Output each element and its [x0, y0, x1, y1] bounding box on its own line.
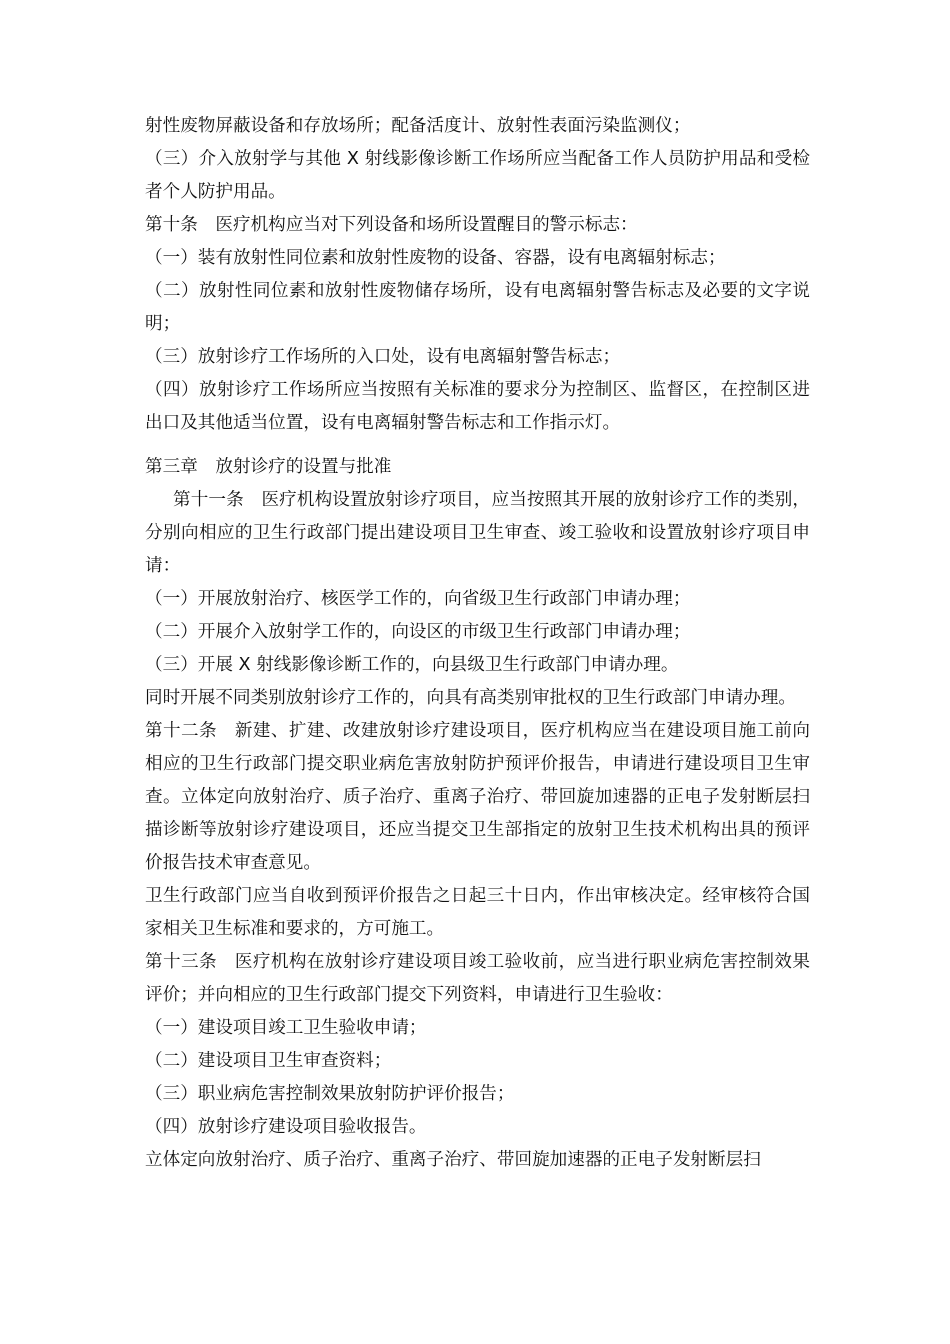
article-12-review: 卫生行政部门应当自收到预评价报告之日起三十日内，作出审核决定。经审核符合国家相关卫生标准和要求的，方可施工。 [145, 886, 810, 939]
section-spacer [145, 440, 810, 451]
article-13-item-3: （三）职业病危害控制效果放射防护评价报告； [145, 1084, 515, 1104]
article-11-body: 第十一条 医疗机构设置放射诊疗项目，应当按照其开展的放射诊疗工作的类别，分别向相应的卫生行政部门提出建设项目卫生审查、竣工验收和设置放射诊疗项目申请： [145, 490, 810, 576]
article-10-item-2: （二）放射性同位素和放射性废物储存场所，设有电离辐射警告标志及必要的文字说明； [145, 281, 810, 334]
document-page [145, 110, 810, 1177]
paragraph-shielding-equipment: 射性废物屏蔽设备和存放场所；配备活度计、放射性表面污染监测仪； [145, 116, 691, 136]
paragraph-continued: 立体定向放射治疗、质子治疗、重离子治疗、带回旋加速器的正电子发射断层扫 [145, 1150, 761, 1170]
article-12-body: 第十二条 新建、扩建、改建放射诊疗建设项目，医疗机构应当在建设项目施工前向相应的卫生行政部门提交职业病危害放射防护预评价报告，申请进行建设项目卫生审查。立体定向放射治疗、质子治疗、重离子治疗、带回旋加速器的正电子发射断层扫描诊断等放射诊疗建设项目，还应当提交卫生部指定的放射卫生技术机构出具的预评价报告技术审查意见。 [145, 721, 810, 873]
article-10-item-1: （一）装有放射性同位素和放射性废物的设备、容器，设有电离辐射标志； [145, 248, 726, 268]
article-13-item-4: （四）放射诊疗建设项目验收报告。 [145, 1117, 427, 1137]
chapter-3-title: 第三章 放射诊疗的设置与批准 [145, 457, 392, 477]
article-10-item-3: （三）放射诊疗工作场所的入口处，设有电离辐射警告标志； [145, 347, 621, 367]
article-11-note: 同时开展不同类别放射诊疗工作的，向具有高类别审批权的卫生行政部门申请办理。 [145, 688, 796, 708]
article-10-item-4: （四）放射诊疗工作场所应当按照有关标准的要求分为控制区、监督区，在控制区进出口及其他适当位置，设有电离辐射警告标志和工作指示灯。 [145, 380, 810, 433]
article-13-item-1: （一）建设项目竣工卫生验收申请； [145, 1018, 427, 1038]
article-13-body: 第十三条 医疗机构在放射诊疗建设项目竣工验收前，应当进行职业病危害控制效果评价；并向相应的卫生行政部门提交下列资料，申请进行卫生验收： [145, 952, 810, 1005]
paragraph-xray-protection: （三）介入放射学与其他 X 射线影像诊断工作场所应当配备工作人员防护用品和受检者个人防护用品。 [145, 149, 810, 202]
article-13-item-2: （二）建设项目卫生审查资料； [145, 1051, 392, 1071]
article-11-item-3: （三）开展 X 射线影像诊断工作的，向县级卫生行政部门申请办理。 [145, 655, 679, 675]
article-11-item-2: （二）开展介入放射学工作的，向设区的市级卫生行政部门申请办理； [145, 622, 691, 642]
article-10-heading: 第十条 医疗机构应当对下列设备和场所设置醒目的警示标志： [145, 215, 638, 235]
article-11-item-1: （一）开展放射治疗、核医学工作的，向省级卫生行政部门申请办理； [145, 589, 691, 609]
